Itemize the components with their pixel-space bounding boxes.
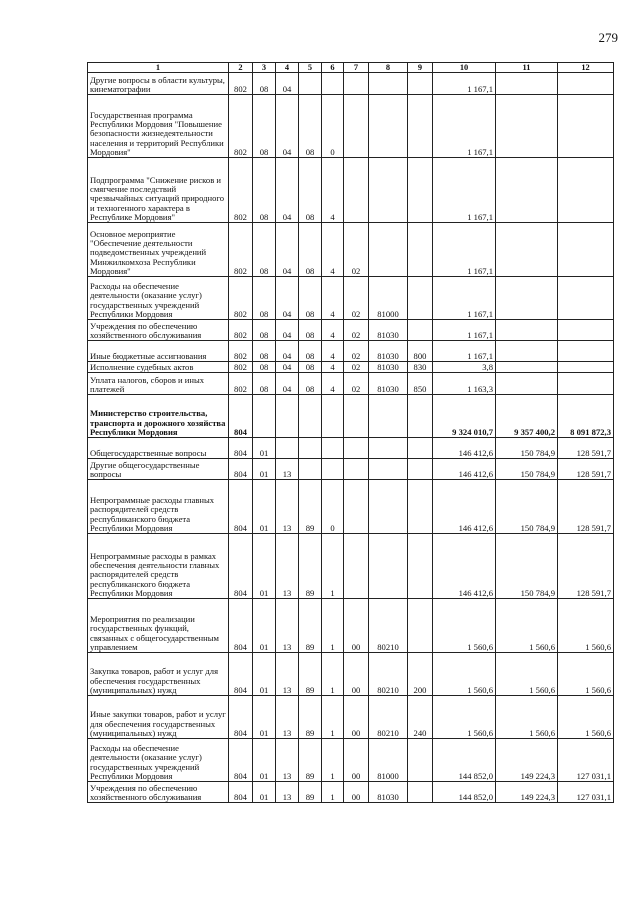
row-activity	[344, 95, 369, 158]
row-activity	[344, 534, 369, 599]
row-subsection: 04	[276, 95, 299, 158]
row-amount-2023	[558, 277, 614, 320]
table-row	[88, 782, 614, 803]
row-activity	[344, 395, 369, 438]
row-direction	[369, 158, 408, 223]
row-direction	[369, 480, 408, 534]
column-header: 2	[229, 63, 253, 73]
row-amount-2021: 1 560,6	[433, 653, 496, 696]
row-section: 01	[253, 459, 276, 480]
row-amount-2022	[496, 73, 558, 95]
row-expense-type	[408, 480, 433, 534]
row-ministry-code: 804	[229, 459, 253, 480]
row-program: 89	[299, 696, 322, 739]
row-expense-type: 800	[408, 341, 433, 362]
row-name: Расходы на обеспечение деятельности (оказание услуг) государственных учреждений Республики Мордовия	[88, 739, 229, 782]
row-name: Непрограммные расходы главных распорядителей средств республиканского бюджета Республики Мордовия	[88, 480, 229, 534]
page-number: 279	[598, 30, 618, 45]
row-ministry-code: 802	[229, 373, 253, 395]
row-amount-2021: 144 852,0	[433, 782, 496, 803]
row-amount-2022: 150 784,9	[496, 459, 558, 480]
row-amount-2023: 1 560,6	[558, 696, 614, 739]
row-program: 08	[299, 223, 322, 277]
row-expense-type	[408, 599, 433, 653]
table-row	[88, 395, 614, 438]
row-amount-2021: 1 167,1	[433, 341, 496, 362]
row-subprogram: 1	[322, 599, 344, 653]
row-program: 08	[299, 341, 322, 362]
column-header: 7	[344, 63, 369, 73]
row-subsection: 13	[276, 599, 299, 653]
row-subprogram: 4	[322, 320, 344, 341]
row-expense-type	[408, 395, 433, 438]
row-amount-2023	[558, 362, 614, 373]
row-expense-type: 850	[408, 373, 433, 395]
row-amount-2021: 9 324 010,7	[433, 395, 496, 438]
row-ministry-code: 802	[229, 362, 253, 373]
row-section: 01	[253, 438, 276, 459]
row-ministry-code: 802	[229, 277, 253, 320]
row-program: 89	[299, 480, 322, 534]
row-activity	[344, 73, 369, 95]
row-amount-2021: 144 852,0	[433, 739, 496, 782]
row-amount-2022: 150 784,9	[496, 480, 558, 534]
row-subsection: 04	[276, 362, 299, 373]
column-header: 8	[369, 63, 408, 73]
row-expense-type	[408, 782, 433, 803]
row-program: 89	[299, 599, 322, 653]
row-section: 08	[253, 223, 276, 277]
row-section: 01	[253, 480, 276, 534]
row-activity	[344, 480, 369, 534]
row-amount-2023	[558, 73, 614, 95]
row-activity	[344, 158, 369, 223]
row-ministry-code: 802	[229, 320, 253, 341]
row-amount-2023: 127 031,1	[558, 739, 614, 782]
row-ministry-code: 804	[229, 534, 253, 599]
row-amount-2022	[496, 341, 558, 362]
table-row	[88, 653, 614, 696]
row-expense-type	[408, 534, 433, 599]
row-section: 01	[253, 653, 276, 696]
row-subprogram: 4	[322, 341, 344, 362]
table-row	[88, 341, 614, 362]
row-program: 08	[299, 277, 322, 320]
row-ministry-code: 804	[229, 782, 253, 803]
row-ministry-code: 802	[229, 341, 253, 362]
row-amount-2021: 1 560,6	[433, 696, 496, 739]
row-section: 01	[253, 696, 276, 739]
row-amount-2022: 150 784,9	[496, 534, 558, 599]
row-direction	[369, 95, 408, 158]
row-subprogram: 0	[322, 95, 344, 158]
row-amount-2021: 1 167,1	[433, 277, 496, 320]
row-subsection: 04	[276, 373, 299, 395]
row-direction	[369, 438, 408, 459]
row-subprogram: 1	[322, 782, 344, 803]
table-row	[88, 438, 614, 459]
row-subprogram	[322, 459, 344, 480]
column-header: 1	[88, 63, 229, 73]
row-name: Основное мероприятие "Обеспечение деятельности подведомственных учреждений Минжилкомхоза Республики Мордовия"	[88, 223, 229, 277]
row-expense-type	[408, 459, 433, 480]
row-amount-2022: 1 560,6	[496, 653, 558, 696]
row-amount-2022: 9 357 400,2	[496, 395, 558, 438]
row-expense-type	[408, 73, 433, 95]
row-amount-2021: 146 412,6	[433, 480, 496, 534]
row-activity: 02	[344, 223, 369, 277]
row-amount-2022	[496, 373, 558, 395]
row-amount-2023	[558, 158, 614, 223]
row-ministry-code: 804	[229, 599, 253, 653]
row-name: Закупка товаров, работ и услуг для обеспечения государственных (муниципальных) нужд	[88, 653, 229, 696]
row-subprogram: 4	[322, 373, 344, 395]
row-section: 08	[253, 362, 276, 373]
row-name: Исполнение судебных актов	[88, 362, 229, 373]
row-expense-type	[408, 223, 433, 277]
table-row	[88, 373, 614, 395]
row-expense-type: 240	[408, 696, 433, 739]
row-amount-2023	[558, 223, 614, 277]
column-header: 6	[322, 63, 344, 73]
row-name: Общегосударственные вопросы	[88, 438, 229, 459]
row-subsection: 13	[276, 534, 299, 599]
row-direction	[369, 459, 408, 480]
table-row	[88, 223, 614, 277]
row-program	[299, 459, 322, 480]
row-subsection: 13	[276, 739, 299, 782]
row-name: Учреждения по обеспечению хозяйственного обслуживания	[88, 320, 229, 341]
table-row	[88, 739, 614, 782]
row-ministry-code: 802	[229, 73, 253, 95]
row-direction: 81030	[369, 362, 408, 373]
table-row	[88, 599, 614, 653]
row-subprogram: 4	[322, 277, 344, 320]
row-amount-2021: 146 412,6	[433, 459, 496, 480]
row-subsection: 04	[276, 277, 299, 320]
row-subprogram: 1	[322, 696, 344, 739]
row-direction	[369, 395, 408, 438]
row-amount-2022	[496, 320, 558, 341]
row-amount-2023: 128 591,7	[558, 534, 614, 599]
row-program: 08	[299, 362, 322, 373]
row-subsection	[276, 438, 299, 459]
row-expense-type	[408, 438, 433, 459]
table-row	[88, 73, 614, 95]
row-ministry-code: 802	[229, 95, 253, 158]
row-program: 89	[299, 653, 322, 696]
row-name: Подпрограмма "Снижение рисков и смягчение последствий чрезвычайных ситуаций природного и техногенного характера в Республике Мордовия"	[88, 158, 229, 223]
row-subsection: 13	[276, 782, 299, 803]
row-section: 08	[253, 73, 276, 95]
row-program	[299, 73, 322, 95]
row-direction: 80210	[369, 599, 408, 653]
row-section: 08	[253, 341, 276, 362]
row-direction: 81000	[369, 739, 408, 782]
row-subprogram: 0	[322, 480, 344, 534]
table-row	[88, 534, 614, 599]
row-direction	[369, 534, 408, 599]
row-amount-2022	[496, 158, 558, 223]
row-section: 01	[253, 599, 276, 653]
row-amount-2023	[558, 95, 614, 158]
row-subsection: 04	[276, 73, 299, 95]
row-section	[253, 395, 276, 438]
row-amount-2021: 146 412,6	[433, 534, 496, 599]
table-row	[88, 320, 614, 341]
row-amount-2023	[558, 341, 614, 362]
row-subsection: 13	[276, 480, 299, 534]
row-amount-2022	[496, 362, 558, 373]
header-row	[88, 63, 614, 73]
row-amount-2023: 1 560,6	[558, 653, 614, 696]
table-row	[88, 459, 614, 480]
row-name: Учреждения по обеспечению хозяйственного обслуживания	[88, 782, 229, 803]
row-amount-2023: 8 091 872,3	[558, 395, 614, 438]
row-amount-2022: 149 224,3	[496, 782, 558, 803]
row-amount-2023: 1 560,6	[558, 599, 614, 653]
row-expense-type	[408, 320, 433, 341]
row-direction: 81030	[369, 341, 408, 362]
row-name: Министерство строительства, транспорта и дорожного хозяйства Республики Мордовия	[88, 395, 229, 438]
row-activity: 02	[344, 362, 369, 373]
row-subprogram	[322, 395, 344, 438]
row-amount-2022	[496, 95, 558, 158]
row-activity: 00	[344, 653, 369, 696]
row-section: 08	[253, 277, 276, 320]
column-header: 12	[558, 63, 614, 73]
row-program	[299, 395, 322, 438]
row-name: Расходы на обеспечение деятельности (оказание услуг) государственных учреждений Республики Мордовия	[88, 277, 229, 320]
row-direction	[369, 73, 408, 95]
row-amount-2021: 1 163,3	[433, 373, 496, 395]
row-direction: 81030	[369, 782, 408, 803]
row-direction: 81000	[369, 277, 408, 320]
row-subprogram	[322, 438, 344, 459]
row-section: 01	[253, 782, 276, 803]
row-section: 01	[253, 534, 276, 599]
row-activity: 00	[344, 599, 369, 653]
column-header: 5	[299, 63, 322, 73]
row-name: Непрограммные расходы в рамках обеспечения деятельности главных распорядителей средств республиканского бюджета Республики Мордовия	[88, 534, 229, 599]
row-activity: 00	[344, 739, 369, 782]
row-amount-2023: 127 031,1	[558, 782, 614, 803]
table-row	[88, 696, 614, 739]
row-section: 01	[253, 739, 276, 782]
row-ministry-code: 804	[229, 480, 253, 534]
row-expense-type: 830	[408, 362, 433, 373]
row-amount-2022: 1 560,6	[496, 696, 558, 739]
row-subprogram: 1	[322, 653, 344, 696]
row-amount-2022: 1 560,6	[496, 599, 558, 653]
row-expense-type	[408, 158, 433, 223]
column-header: 9	[408, 63, 433, 73]
row-subsection: 04	[276, 158, 299, 223]
row-amount-2021: 1 167,1	[433, 320, 496, 341]
row-program	[299, 438, 322, 459]
row-expense-type	[408, 95, 433, 158]
row-amount-2023	[558, 373, 614, 395]
row-activity	[344, 438, 369, 459]
row-amount-2023	[558, 320, 614, 341]
row-subsection	[276, 395, 299, 438]
budget-table	[87, 62, 614, 803]
row-direction: 81030	[369, 373, 408, 395]
row-ministry-code: 802	[229, 223, 253, 277]
row-subprogram: 4	[322, 223, 344, 277]
row-amount-2022	[496, 223, 558, 277]
row-ministry-code: 804	[229, 438, 253, 459]
row-amount-2022: 149 224,3	[496, 739, 558, 782]
row-ministry-code: 804	[229, 696, 253, 739]
row-program: 89	[299, 534, 322, 599]
row-direction: 80210	[369, 696, 408, 739]
row-section: 08	[253, 158, 276, 223]
row-subsection: 13	[276, 696, 299, 739]
row-subprogram: 4	[322, 158, 344, 223]
row-amount-2021: 1 167,1	[433, 223, 496, 277]
row-activity: 02	[344, 341, 369, 362]
row-subsection: 04	[276, 320, 299, 341]
column-header: 10	[433, 63, 496, 73]
row-subsection: 04	[276, 341, 299, 362]
table-row	[88, 158, 614, 223]
row-section: 08	[253, 320, 276, 341]
row-amount-2023: 128 591,7	[558, 459, 614, 480]
row-ministry-code: 804	[229, 653, 253, 696]
row-amount-2021: 1 560,6	[433, 599, 496, 653]
row-name: Иные бюджетные ассигнования	[88, 341, 229, 362]
row-direction	[369, 223, 408, 277]
column-header: 3	[253, 63, 276, 73]
row-amount-2021: 3,8	[433, 362, 496, 373]
row-direction: 80210	[369, 653, 408, 696]
row-ministry-code: 804	[229, 395, 253, 438]
row-subsection: 13	[276, 653, 299, 696]
table-row	[88, 95, 614, 158]
row-name: Другие общегосударственные вопросы	[88, 459, 229, 480]
row-amount-2022	[496, 277, 558, 320]
column-header: 4	[276, 63, 299, 73]
row-program: 89	[299, 782, 322, 803]
row-activity: 02	[344, 373, 369, 395]
row-program: 08	[299, 158, 322, 223]
column-header: 11	[496, 63, 558, 73]
row-subsection: 13	[276, 459, 299, 480]
row-section: 08	[253, 95, 276, 158]
row-subprogram	[322, 73, 344, 95]
table-body	[88, 73, 614, 803]
row-program: 89	[299, 739, 322, 782]
table-row	[88, 277, 614, 320]
row-activity: 00	[344, 696, 369, 739]
row-activity	[344, 459, 369, 480]
row-name: Уплата налогов, сборов и иных платежей	[88, 373, 229, 395]
row-subsection: 04	[276, 223, 299, 277]
table-row	[88, 480, 614, 534]
row-name: Мероприятия по реализации государственных функций, связанных с общегосударственным управлением	[88, 599, 229, 653]
row-subprogram: 1	[322, 534, 344, 599]
row-program: 08	[299, 320, 322, 341]
row-expense-type	[408, 739, 433, 782]
row-activity: 00	[344, 782, 369, 803]
row-expense-type	[408, 277, 433, 320]
row-amount-2023: 128 591,7	[558, 480, 614, 534]
table-row	[88, 362, 614, 373]
row-amount-2021: 1 167,1	[433, 158, 496, 223]
row-program: 08	[299, 373, 322, 395]
row-amount-2021: 146 412,6	[433, 438, 496, 459]
row-name: Государственная программа Республики Мордовия "Повышение безопасности жизнедеятельности населения и территорий Республики Мордовия"	[88, 95, 229, 158]
row-amount-2021: 1 167,1	[433, 73, 496, 95]
row-subprogram: 4	[322, 362, 344, 373]
row-activity: 02	[344, 277, 369, 320]
row-section: 08	[253, 373, 276, 395]
row-expense-type: 200	[408, 653, 433, 696]
row-ministry-code: 802	[229, 158, 253, 223]
row-name: Иные закупки товаров, работ и услуг для обеспечения государственных (муниципальных) нужд	[88, 696, 229, 739]
row-amount-2023: 128 591,7	[558, 438, 614, 459]
row-direction: 81030	[369, 320, 408, 341]
row-program: 08	[299, 95, 322, 158]
row-name: Другие вопросы в области культуры, кинематографии	[88, 73, 229, 95]
row-amount-2021: 1 167,1	[433, 95, 496, 158]
row-ministry-code: 804	[229, 739, 253, 782]
row-amount-2022: 150 784,9	[496, 438, 558, 459]
row-activity: 02	[344, 320, 369, 341]
row-subprogram: 1	[322, 739, 344, 782]
